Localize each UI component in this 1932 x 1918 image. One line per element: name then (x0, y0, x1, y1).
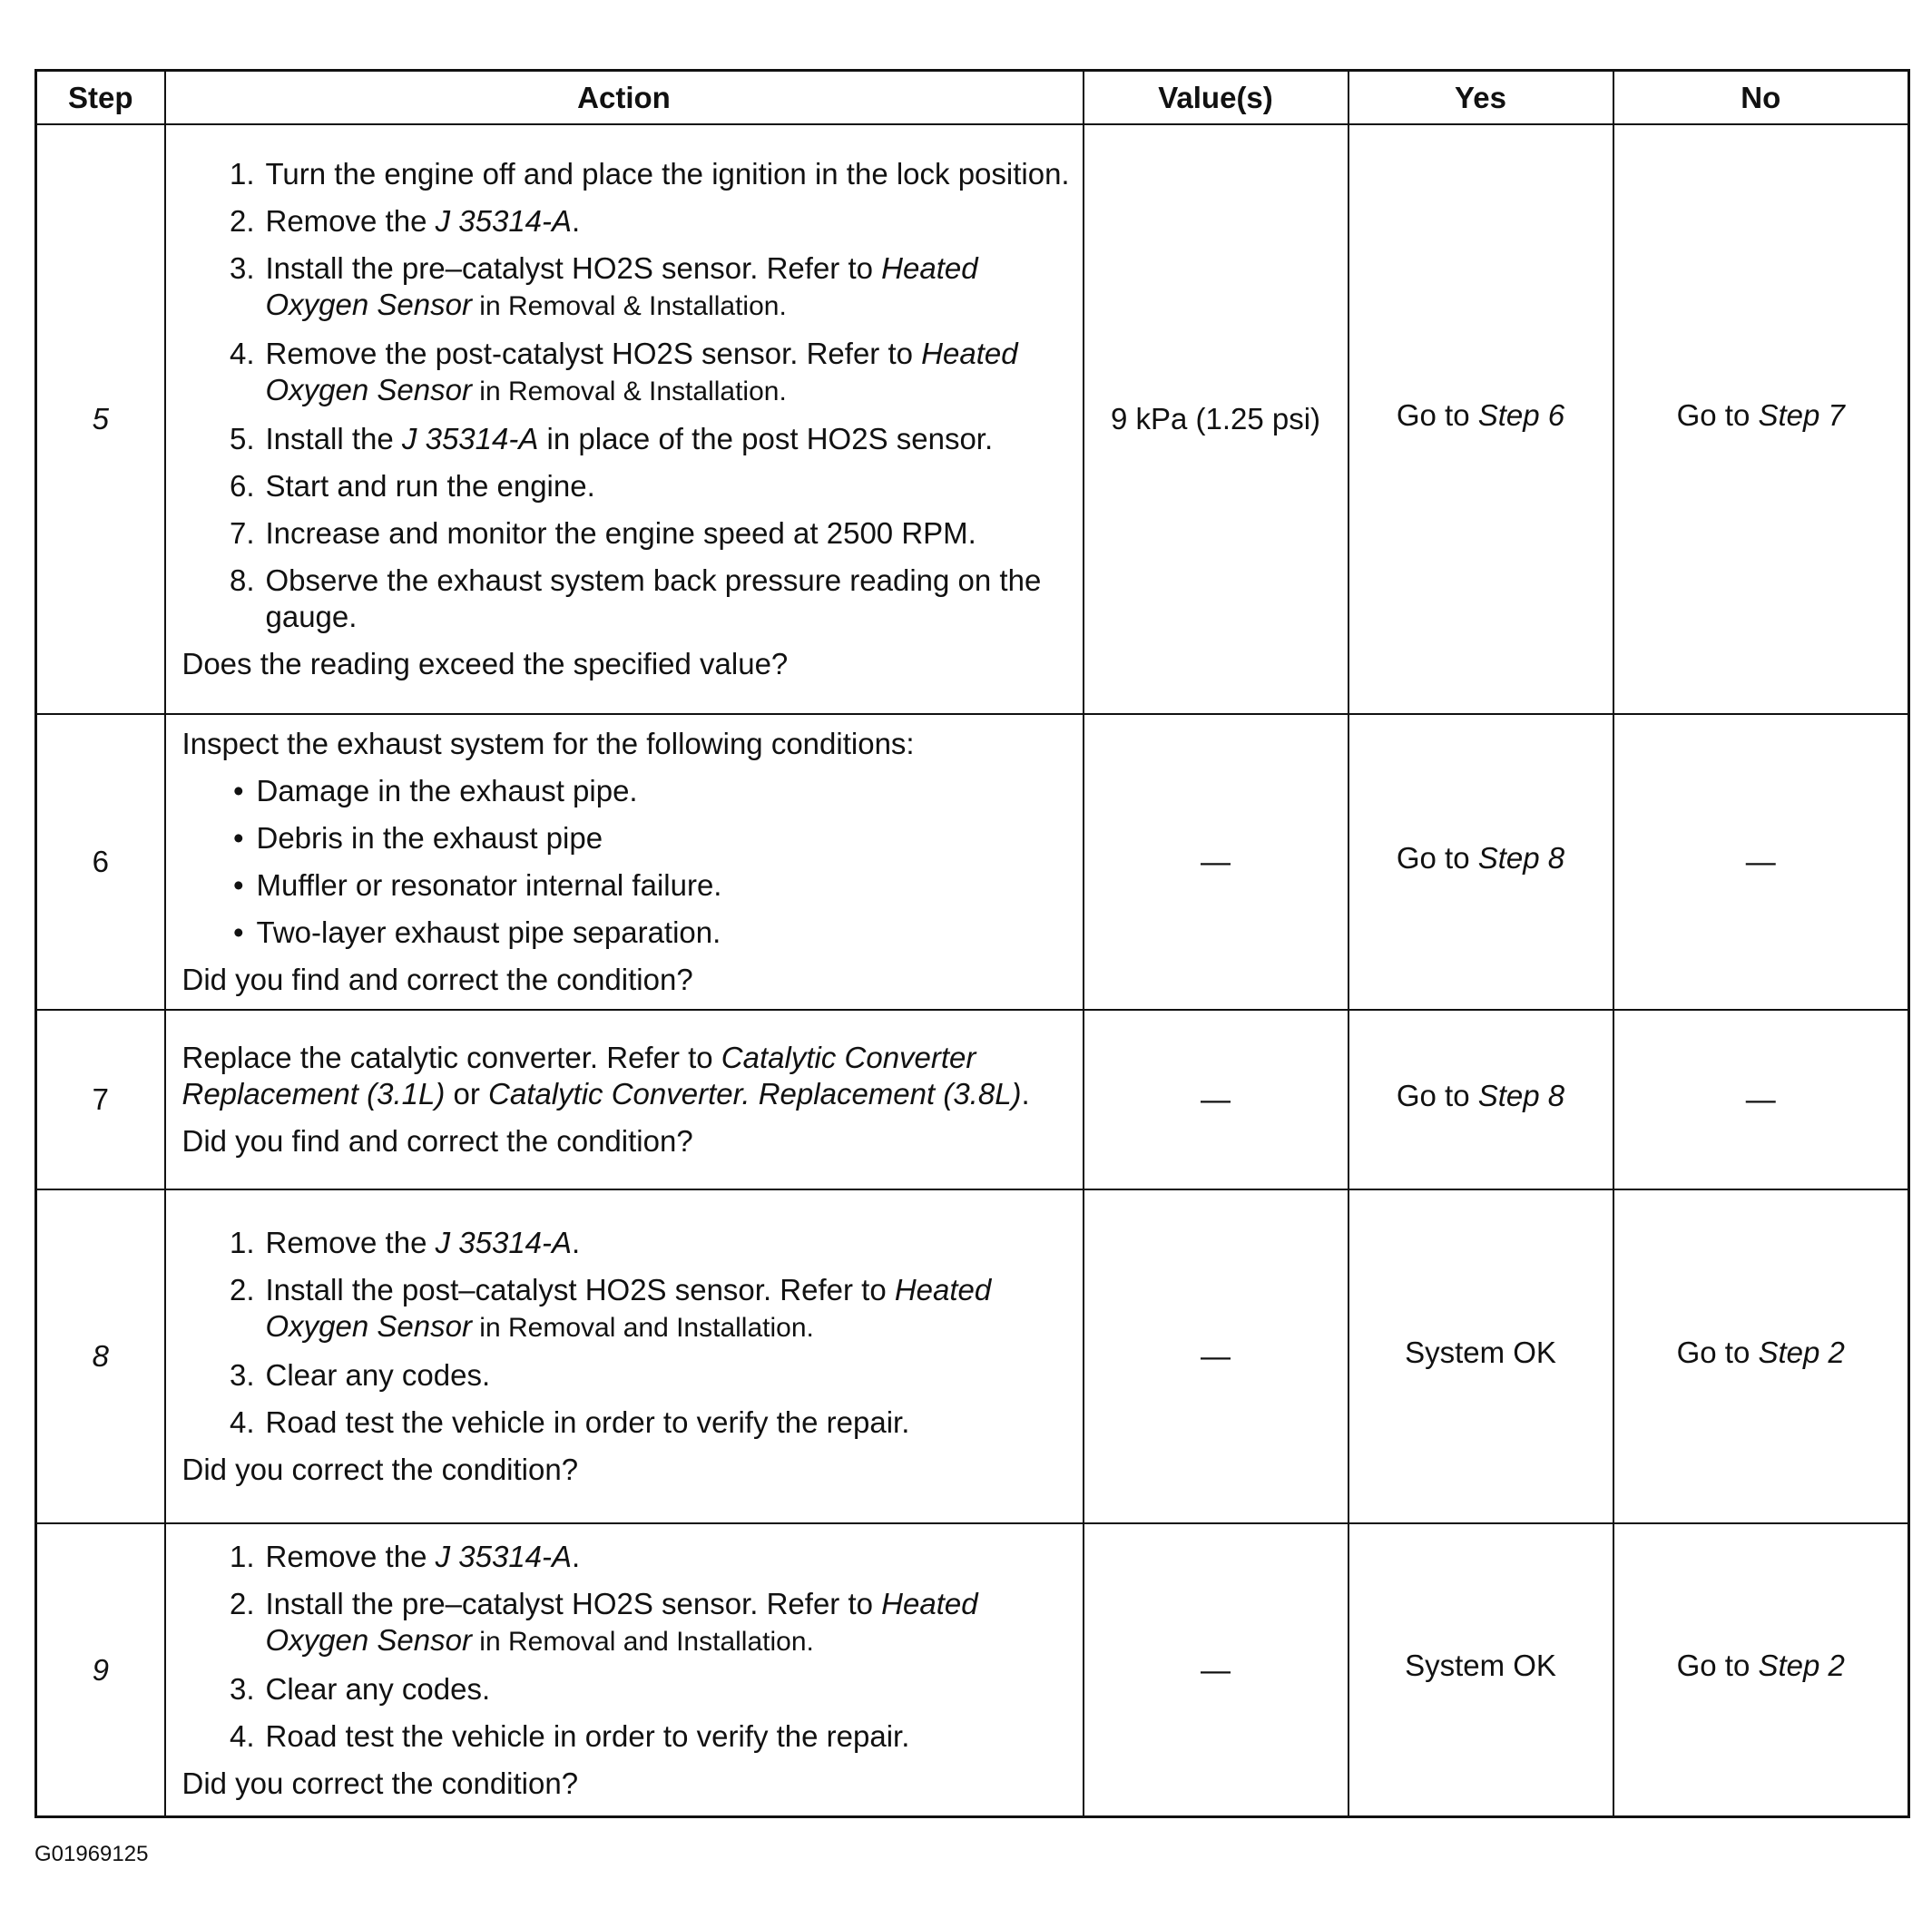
list-item: • Debris in the exhaust pipe (232, 821, 603, 855)
step-link: Step 2 (1758, 1649, 1845, 1682)
question-text: Did you correct the condition? (181, 1766, 579, 1800)
yes-cell: System OK (1348, 1189, 1613, 1523)
list-item: 5. Install the J 35314-A in place of the post HO2S sensor. (229, 422, 994, 455)
header-row (36, 71, 1909, 125)
yes-cell: Go to Step 8 (1348, 1010, 1613, 1189)
condition-list (182, 773, 1074, 951)
yes-cell: Go to Step 8 (1348, 714, 1613, 1010)
step-link: Step 8 (1477, 1078, 1565, 1112)
action-list (182, 156, 1074, 635)
action-cell (165, 1189, 1084, 1523)
list-item: 3. Install the pre–catalyst HO2S sensor. Refer to Heated Oxygen Sensor in Removal & Installation. (229, 251, 978, 321)
question-text: Does the reading exceed the specified value? (181, 647, 789, 680)
step-link: Step 8 (1477, 840, 1565, 875)
header-no: No (1613, 71, 1909, 125)
procedure-reference: Catalytic Converter. Replacement (3.8L) (488, 1077, 1022, 1111)
value-cell: — (1084, 714, 1348, 1010)
step-link: Step 2 (1758, 1335, 1845, 1369)
step-number: 9 (36, 1523, 165, 1817)
list-item: 7. Increase and monitor the engine speed at 2500 RPM. (229, 516, 976, 550)
yes-cell: Go to Step 6 (1348, 124, 1613, 714)
list-item: 4. Remove the post-catalyst HO2S sensor. Refer to Heated Oxygen Sensor in Removal & Installation. (229, 337, 1018, 406)
procedure-reference: Heated Oxygen Sensor (265, 337, 1018, 406)
step-link: Step 7 (1758, 397, 1845, 432)
action-list (182, 1225, 1074, 1441)
list-item: • Damage in the exhaust pipe. (232, 774, 638, 807)
list-item: 2. Install the pre–catalyst HO2S sensor. Refer to Heated Oxygen Sensor in Removal and Installation. (229, 1586, 978, 1657)
no-cell: Go to Step 7 (1613, 124, 1909, 714)
table-row-step-6 (36, 714, 1909, 1010)
header-values: Value(s) (1084, 71, 1348, 125)
no-cell: — (1613, 1010, 1909, 1189)
list-item: • Two-layer exhaust pipe separation. (232, 915, 721, 949)
list-item: 1. Remove the J 35314-A. (229, 1226, 581, 1259)
yes-cell: System OK (1348, 1523, 1613, 1817)
value-cell: — (1084, 1010, 1348, 1189)
header-yes: Yes (1348, 71, 1613, 125)
value-cell: — (1084, 1523, 1348, 1817)
header-step: Step (36, 71, 165, 125)
action-list (182, 1539, 1074, 1755)
procedure-reference: Heated Oxygen Sensor (265, 1273, 992, 1343)
list-item: 4. Road test the vehicle in order to verify the repair. (229, 1405, 910, 1439)
header-action: Action (165, 71, 1084, 125)
action-cell (165, 1010, 1084, 1189)
value-cell: — (1084, 1189, 1348, 1523)
procedure-reference: Catalytic Converter Replacement (3.1L) (181, 1041, 976, 1111)
step-number: 8 (36, 1189, 165, 1523)
tool-reference: J 35314-A (435, 1226, 573, 1259)
list-item: 4. Road test the vehicle in order to verify the repair. (229, 1718, 910, 1753)
no-cell: — (1613, 714, 1909, 1010)
list-item: • Muffler or resonator internal failure. (232, 868, 722, 902)
intro-text: Inspect the exhaust system for the following conditions: (181, 727, 915, 760)
list-item: 1. Remove the J 35314-A. (229, 1539, 581, 1573)
step-number: 7 (36, 1010, 165, 1189)
question-text: Did you find and correct the condition? (181, 963, 693, 996)
diagnostic-table (34, 69, 1910, 1818)
list-item: 6. Start and run the engine. (229, 469, 595, 503)
list-item: 3. Clear any codes. (229, 1358, 491, 1392)
no-cell: Go to Step 2 (1613, 1189, 1909, 1523)
instruction-text: Replace the catalytic converter. Refer to Catalytic Converter Replacement (3.1L) or Catalytic Converter. Replacement (3.8L). (181, 1041, 1030, 1111)
list-item: 2. Remove the J 35314-A. (229, 204, 581, 238)
tool-reference: J 35314-A (435, 1539, 573, 1573)
step-number: 5 (36, 124, 165, 714)
no-cell: Go to Step 2 (1613, 1523, 1909, 1817)
procedure-reference: Heated Oxygen Sensor (265, 1586, 978, 1657)
step-number: 6 (36, 714, 165, 1010)
tool-reference: J 35314-A (435, 204, 573, 238)
action-cell (165, 714, 1084, 1010)
value-cell: 9 kPa (1.25 psi) (1084, 124, 1348, 714)
tool-reference: J 35314-A (401, 422, 539, 455)
action-cell (165, 1523, 1084, 1817)
list-item: 3. Clear any codes. (229, 1671, 491, 1706)
action-cell (165, 124, 1084, 714)
procedure-reference: Heated Oxygen Sensor (265, 251, 978, 321)
list-item: 8. Observe the exhaust system back pressure reading on the gauge. (229, 563, 1042, 633)
table-row-step-5 (36, 124, 1909, 714)
table-row-step-8 (36, 1189, 1909, 1523)
table-row-step-9 (36, 1523, 1909, 1817)
figure-id-label: G01969125 (34, 1842, 149, 1866)
list-item: 2. Install the post–catalyst HO2S sensor. Refer to Heated Oxygen Sensor in Removal and Installation. (229, 1273, 992, 1343)
question-text: Did you correct the condition? (181, 1453, 579, 1486)
list-item: 1. Turn the engine off and place the ignition in the lock position. (229, 157, 1070, 191)
step-link: Step 6 (1477, 397, 1565, 432)
question-text: Did you find and correct the condition? (181, 1124, 693, 1158)
table-row-step-7 (36, 1010, 1909, 1189)
